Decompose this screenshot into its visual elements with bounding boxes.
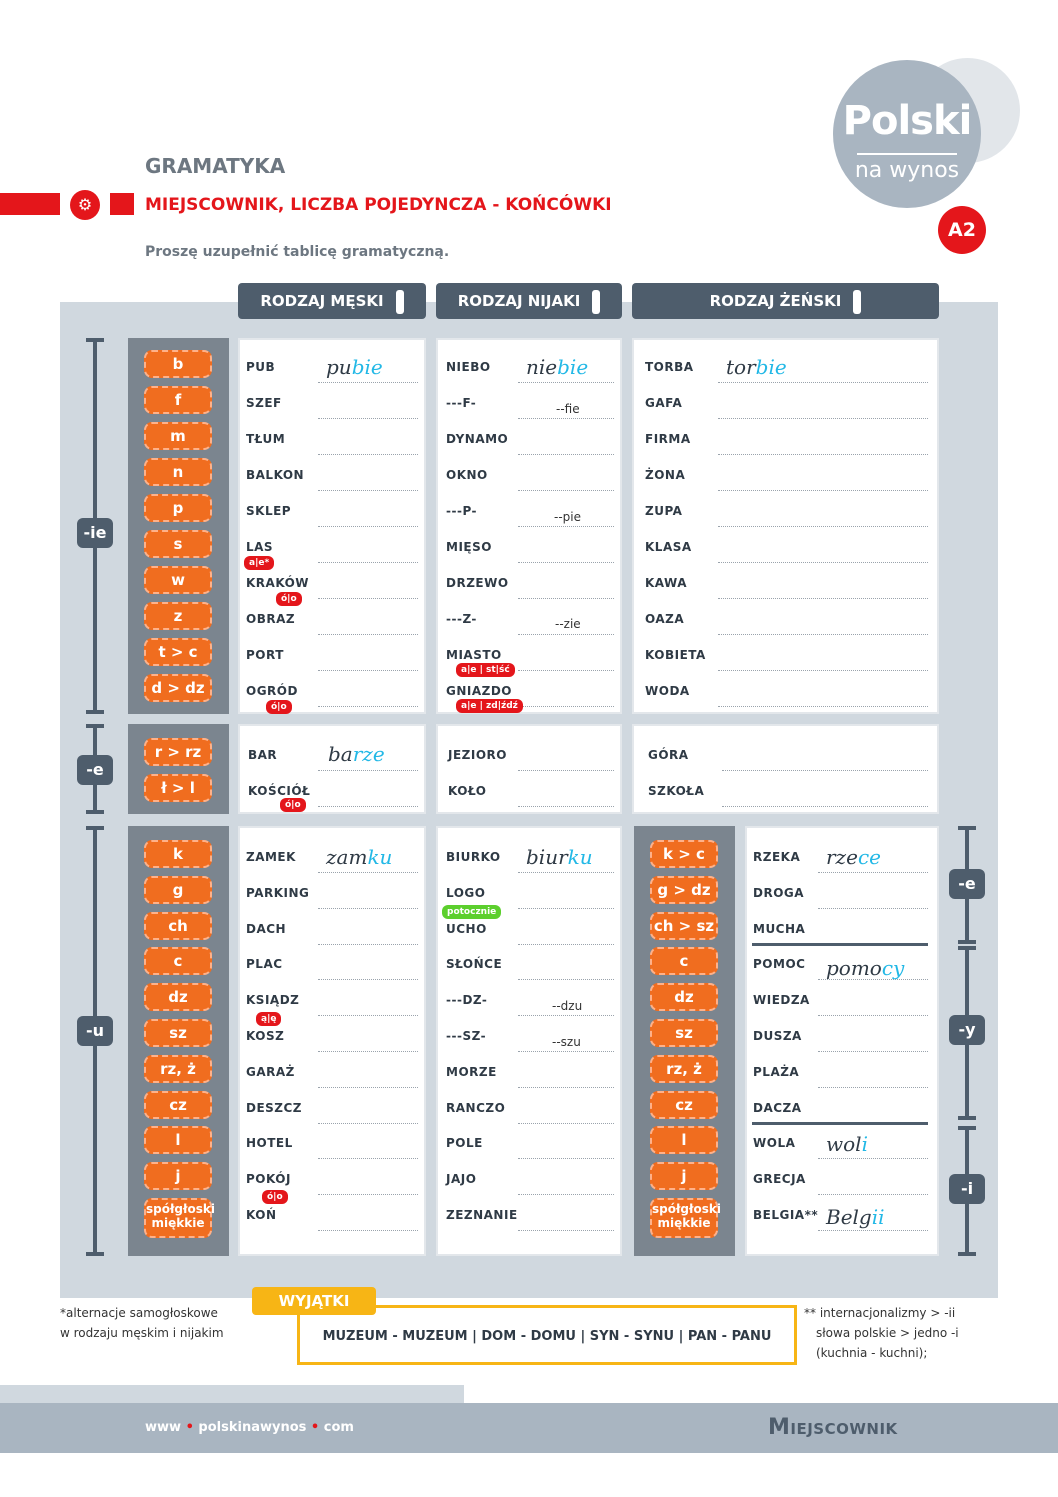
word-label: SŁOŃCE xyxy=(446,957,503,971)
word-label: DACZA xyxy=(753,1101,802,1115)
answer-line[interactable] xyxy=(318,806,418,807)
answer-line[interactable] xyxy=(718,706,928,707)
answer-line[interactable] xyxy=(518,1087,614,1088)
word-label: DESZCZ xyxy=(246,1101,303,1115)
word-label: HOTEL xyxy=(246,1136,293,1150)
alternation-badge: ó|o xyxy=(276,592,302,606)
letter-pill: l xyxy=(144,1126,212,1154)
word-label: BIURKO xyxy=(446,850,501,864)
word-label: PUB xyxy=(246,360,276,374)
word-label: DYNAMO xyxy=(446,432,509,446)
neut-box-e xyxy=(436,724,622,814)
word-label: KOSZ xyxy=(246,1029,285,1043)
word-label: KSIĄDZ xyxy=(246,993,300,1007)
answer-line[interactable] xyxy=(718,526,928,527)
answer-line[interactable] xyxy=(818,1158,928,1159)
answer-line[interactable] xyxy=(318,418,418,419)
word-label: GAFA xyxy=(645,396,683,410)
letter-pill: spółgłoski miękkie xyxy=(144,1198,212,1238)
word-label: OKNO xyxy=(446,468,488,482)
word-label: KRAKÓW xyxy=(246,576,310,590)
ending-label-ie: -ie xyxy=(77,518,113,548)
answer-line[interactable] xyxy=(818,1087,928,1088)
column-header-neuter: RODZAJ NIJAKI xyxy=(436,283,622,319)
letter-pill: m xyxy=(144,422,212,450)
ending-label-fem-e: -e xyxy=(949,869,985,899)
handwritten-example: zamku xyxy=(326,845,393,869)
word-label: KOŚCIÓŁ xyxy=(248,784,311,798)
answer-line[interactable] xyxy=(718,562,928,563)
alternation-badge: ó|o xyxy=(262,1190,288,1204)
letter-pill: j xyxy=(144,1162,212,1190)
letter-pill: dz xyxy=(650,983,718,1011)
word-label: GRECJA xyxy=(753,1172,806,1186)
alternation-badge: ą|ę xyxy=(256,1012,281,1026)
letter-pill: ł > l xyxy=(144,774,212,802)
hint-text: --dzu xyxy=(552,999,583,1013)
answer-line[interactable] xyxy=(718,454,928,455)
word-label: RZEKA xyxy=(753,850,801,864)
letter-pill: dz xyxy=(144,983,212,1011)
answer-line[interactable] xyxy=(318,1087,418,1088)
level-badge: A2 xyxy=(938,206,986,254)
letter-pill: cz xyxy=(650,1091,718,1119)
answer-line[interactable] xyxy=(818,1194,928,1195)
answer-line[interactable] xyxy=(718,418,928,419)
answer-line[interactable] xyxy=(518,598,614,599)
fem-box-e xyxy=(632,724,939,814)
answer-line[interactable] xyxy=(518,1123,614,1124)
alternation-badge: a|e | st|ść xyxy=(456,663,515,677)
alternation-badge: ó|o xyxy=(280,798,306,812)
answer-line[interactable] xyxy=(318,670,418,671)
word-label: PORT xyxy=(246,648,284,662)
word-label: LOGO xyxy=(446,886,486,900)
word-label: POKÓJ xyxy=(246,1172,291,1186)
word-label: PLAC xyxy=(246,957,283,971)
word-label: ---Z- xyxy=(446,612,477,626)
answer-line[interactable] xyxy=(318,598,418,599)
page-title: MIEJSCOWNIK, LICZBA POJEDYNCZA - KOŃCÓWKI xyxy=(145,195,612,215)
column-header-masculine: RODZAJ MĘSKI xyxy=(238,283,426,319)
hint-text: --szu xyxy=(552,1035,581,1049)
word-label: ZUPA xyxy=(645,504,683,518)
word-label: SZKOŁA xyxy=(648,784,705,798)
answer-line[interactable] xyxy=(518,490,614,491)
answer-line[interactable] xyxy=(518,872,614,873)
answer-line[interactable] xyxy=(318,706,418,707)
answer-line[interactable] xyxy=(318,770,418,771)
word-label: POMOC xyxy=(753,957,806,971)
separator xyxy=(752,943,928,946)
answer-line[interactable] xyxy=(318,872,418,873)
answer-line[interactable] xyxy=(518,1230,614,1231)
letter-pill: ch xyxy=(144,912,212,940)
alternation-badge: a|e | zd|źdź xyxy=(456,699,523,713)
answer-line[interactable] xyxy=(518,770,614,771)
letter-pill: k xyxy=(144,840,212,868)
word-label: OGRÓD xyxy=(246,684,298,698)
word-label: RANCZO xyxy=(446,1101,506,1115)
answer-line[interactable] xyxy=(818,1015,928,1016)
man-icon xyxy=(396,290,404,314)
letter-pill: j xyxy=(650,1162,718,1190)
letter-pill: p xyxy=(144,494,212,522)
word-label: SZEF xyxy=(246,396,282,410)
answer-line[interactable] xyxy=(318,526,418,527)
logo: Polski na wynos xyxy=(833,60,981,208)
answer-line[interactable] xyxy=(518,526,614,527)
accent-bar xyxy=(110,193,134,215)
answer-line[interactable] xyxy=(718,634,928,635)
letter-pill: c xyxy=(144,947,212,975)
handwritten-example: niebie xyxy=(526,355,589,379)
letter-pill: t > c xyxy=(144,638,212,666)
word-label: KOŃ xyxy=(246,1208,277,1222)
answer-line[interactable] xyxy=(718,670,928,671)
word-label: ZAMEK xyxy=(246,850,296,864)
answer-line[interactable] xyxy=(318,490,418,491)
handwritten-example: woli xyxy=(826,1132,868,1156)
answer-line[interactable] xyxy=(518,944,614,945)
word-label: MORZE xyxy=(446,1065,497,1079)
word-label: ---P- xyxy=(446,504,478,518)
hint-text: --fie xyxy=(556,402,580,416)
separator xyxy=(752,1122,928,1125)
answer-line[interactable] xyxy=(518,1051,614,1052)
section-title: GRAMATYKA xyxy=(145,154,286,178)
answer-line[interactable] xyxy=(318,944,418,945)
letter-pill: d > dz xyxy=(144,674,212,702)
ending-label-fem-y: -y xyxy=(949,1015,985,1045)
ending-label-u: -u xyxy=(77,1016,113,1046)
ending-label-e: -e xyxy=(77,755,113,785)
page-topic: Miejscownik xyxy=(768,1415,898,1440)
answer-line[interactable] xyxy=(518,1158,614,1159)
answer-line[interactable] xyxy=(518,562,614,563)
word-label: UCHO xyxy=(446,922,487,936)
word-label: DRZEWO xyxy=(446,576,509,590)
letter-pill: rz, ż xyxy=(144,1055,212,1083)
letter-pill: rz, ż xyxy=(650,1055,718,1083)
word-label: TŁUM xyxy=(246,432,286,446)
answer-line[interactable] xyxy=(518,634,614,635)
answer-line[interactable] xyxy=(818,908,928,909)
word-label: POLE xyxy=(446,1136,483,1150)
hint-text: --zie xyxy=(555,617,581,631)
footer-accent xyxy=(0,1385,464,1403)
handwritten-example: pomocy xyxy=(826,956,905,980)
ending-label-fem-i: -i xyxy=(949,1174,985,1204)
letter-pill: f xyxy=(144,386,212,414)
word-label: BELGIA** xyxy=(753,1208,819,1222)
answer-line[interactable] xyxy=(318,454,418,455)
answer-line[interactable] xyxy=(518,670,614,671)
answer-line[interactable] xyxy=(318,979,418,980)
masc-box-e xyxy=(238,724,426,814)
word-label: NIEBO xyxy=(446,360,491,374)
exceptions-label: WYJĄTKI xyxy=(252,1287,376,1315)
word-label: PARKING xyxy=(246,886,310,900)
column-header-feminine: RODZAJ ŻEŃSKI xyxy=(632,283,939,319)
alternation-badge: potocznie xyxy=(442,905,501,919)
answer-line[interactable] xyxy=(518,382,614,383)
answer-line[interactable] xyxy=(818,1230,928,1231)
answer-line[interactable] xyxy=(518,806,614,807)
word-label: LAS xyxy=(246,540,274,554)
word-label: DACH xyxy=(246,922,287,936)
answer-line[interactable] xyxy=(518,908,614,909)
exceptions-box: MUZEUM - MUZEUM | DOM - DOMU | SYN - SYNU | PAN - PANU xyxy=(297,1305,797,1365)
answer-line[interactable] xyxy=(718,598,928,599)
footnote-right: ** internacjonalizmy > -ii słowa polskie > jedno -i (kuchnia - kuchni); xyxy=(804,1306,959,1360)
answer-line[interactable] xyxy=(318,1015,418,1016)
answer-line[interactable] xyxy=(318,1158,418,1159)
instruction: Proszę uzupełnić tablicę gramatyczną. xyxy=(145,244,450,260)
word-label: ---DZ- xyxy=(446,993,488,1007)
alternation-badge: ó|o xyxy=(266,700,292,714)
answer-line[interactable] xyxy=(318,382,418,383)
handwritten-example: pubie xyxy=(326,355,383,379)
word-label: GÓRA xyxy=(648,748,689,762)
word-label: BAR xyxy=(248,748,278,762)
word-label: JAJO xyxy=(446,1172,477,1186)
answer-line[interactable] xyxy=(718,382,928,383)
word-label: KAWA xyxy=(645,576,688,590)
word-label: WOLA xyxy=(753,1136,796,1150)
answer-line[interactable] xyxy=(518,418,614,419)
word-label: KOBIETA xyxy=(645,648,706,662)
baby-icon xyxy=(592,290,600,314)
answer-line[interactable] xyxy=(318,1051,418,1052)
letter-pill: c xyxy=(650,947,718,975)
word-label: WIEDZA xyxy=(753,993,810,1007)
word-label: PLAŻA xyxy=(753,1065,800,1079)
word-label: ---SZ- xyxy=(446,1029,487,1043)
letter-pill: g > dz xyxy=(650,876,718,904)
hint-text: --pie xyxy=(554,510,581,524)
website-link[interactable]: www • polskinawynos • com xyxy=(145,1420,354,1435)
handwritten-example: Belgii xyxy=(826,1205,885,1229)
letter-pill: spółgłoski miękkie xyxy=(650,1198,718,1238)
letter-pill: b xyxy=(144,350,212,378)
answer-line[interactable] xyxy=(318,562,418,563)
handwritten-example: biurku xyxy=(526,845,593,869)
word-label: SKLEP xyxy=(246,504,292,518)
answer-line[interactable] xyxy=(722,806,928,807)
word-label: JEZIORO xyxy=(448,748,507,762)
alternation-badge: a|e* xyxy=(244,556,274,570)
word-label: MIĘSO xyxy=(446,540,492,554)
handwritten-example: barze xyxy=(328,742,385,766)
letter-pill: sz xyxy=(144,1019,212,1047)
word-label: OAZA xyxy=(645,612,685,626)
word-label: BALKON xyxy=(246,468,305,482)
word-label: KLASA xyxy=(645,540,692,554)
answer-line[interactable] xyxy=(318,908,418,909)
handwritten-example: rzece xyxy=(826,845,881,869)
letter-pill: l xyxy=(650,1126,718,1154)
answer-line[interactable] xyxy=(518,979,614,980)
footnote-left: *alternacje samogłoskowe w rodzaju męskim i nijakim xyxy=(60,1306,224,1340)
answer-line[interactable] xyxy=(518,454,614,455)
word-label: MIASTO xyxy=(446,648,502,662)
letter-pill: sz xyxy=(650,1019,718,1047)
handwritten-example: torbie xyxy=(726,355,787,379)
letter-pill: cz xyxy=(144,1091,212,1119)
grammar-icon: ⚙ xyxy=(70,190,100,220)
answer-line[interactable] xyxy=(318,634,418,635)
word-label: GNIAZDO xyxy=(446,684,513,698)
letter-pill: w xyxy=(144,566,212,594)
word-label: MUCHA xyxy=(753,922,806,936)
letter-pill: k > c xyxy=(650,840,718,868)
letter-pill: n xyxy=(144,458,212,486)
word-label: WODA xyxy=(645,684,690,698)
word-label: GARAŻ xyxy=(246,1065,295,1079)
word-label: ŻONA xyxy=(645,468,686,482)
letter-pill: r > rz xyxy=(144,738,212,766)
word-label: TORBA xyxy=(645,360,694,374)
word-label: FIRMA xyxy=(645,432,691,446)
word-label: ---F- xyxy=(446,396,477,410)
answer-line[interactable] xyxy=(722,770,928,771)
answer-line[interactable] xyxy=(318,1230,418,1231)
answer-line[interactable] xyxy=(718,490,928,491)
word-label: DROGA xyxy=(753,886,805,900)
answer-line[interactable] xyxy=(318,1194,418,1195)
answer-line[interactable] xyxy=(818,1051,928,1052)
accent-bar xyxy=(0,193,60,215)
letter-pill: g xyxy=(144,876,212,904)
word-label: DUSZA xyxy=(753,1029,802,1043)
answer-line[interactable] xyxy=(518,1015,614,1016)
word-label: ZEZNANIE xyxy=(446,1208,518,1222)
answer-line[interactable] xyxy=(518,1194,614,1195)
letter-pill: ch > sz xyxy=(650,912,718,940)
word-label: OBRAZ xyxy=(246,612,296,626)
woman-icon xyxy=(853,290,861,314)
answer-line[interactable] xyxy=(818,872,928,873)
answer-line[interactable] xyxy=(318,1123,418,1124)
answer-line[interactable] xyxy=(518,706,614,707)
letter-pill: z xyxy=(144,602,212,630)
letter-pill: s xyxy=(144,530,212,558)
word-label: KOŁO xyxy=(448,784,487,798)
